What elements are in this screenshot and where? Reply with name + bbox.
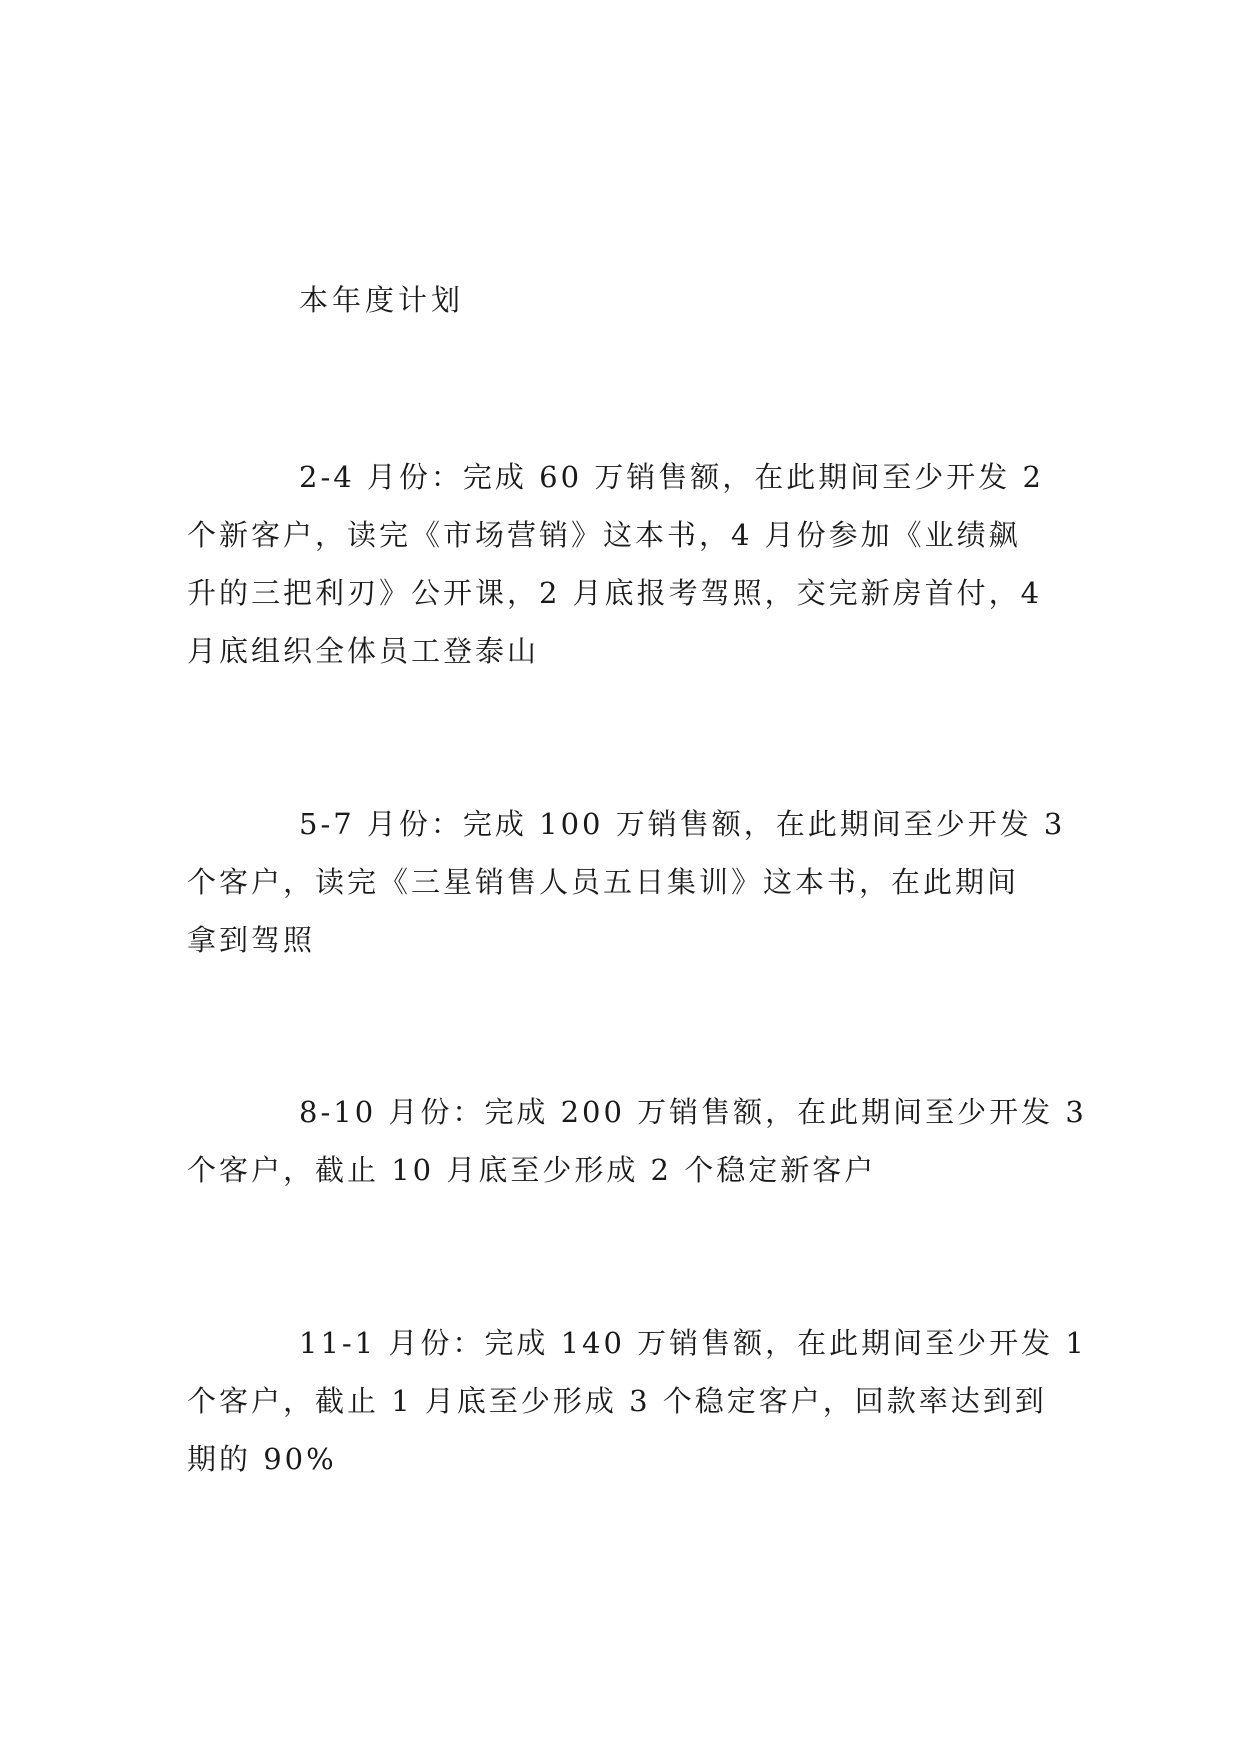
paragraph-line: 升的三把利刃》公开课，2 月底报考驾照，交完新房首付，4	[187, 576, 1043, 610]
paragraph-line: 期的 90%	[187, 1442, 337, 1476]
paragraph-line: 月底组织全体员工登泰山	[187, 634, 540, 668]
paragraph-line: 11-1 月份：完成 140 万销售额，在此期间至少开发 1	[299, 1326, 1087, 1360]
plan-paragraph-aug-oct	[187, 1083, 1087, 1199]
paragraph-line: 个客户，读完《三星销售人员五日集训》这本书，在此期间	[187, 865, 1020, 899]
plan-paragraph-nov-jan	[187, 1314, 1087, 1488]
paragraph-line: 拿到驾照	[187, 923, 316, 957]
paragraph-line: 个新客户，读完《市场营销》这本书，4 月份参加《业绩飙	[187, 518, 1021, 552]
paragraph-line: 8-10 月份：完成 200 万销售额，在此期间至少开发 3	[299, 1095, 1087, 1129]
paragraph-line: 5-7 月份：完成 100 万销售额，在此期间至少开发 3	[299, 807, 1066, 841]
plan-paragraph-feb-apr	[187, 448, 1049, 680]
plan-paragraph-may-jul	[187, 795, 1066, 969]
paragraph-line: 个客户，截止 1 月底至少形成 3 个稳定客户，回款率达到到	[187, 1384, 1047, 1418]
paragraph-line: 个客户，截止 10 月底至少形成 2 个稳定新客户	[187, 1153, 877, 1187]
document-title: 本年度计划	[299, 283, 465, 317]
paragraph-line: 2-4 月份：完成 60 万销售额，在此期间至少开发 2	[299, 460, 1044, 494]
